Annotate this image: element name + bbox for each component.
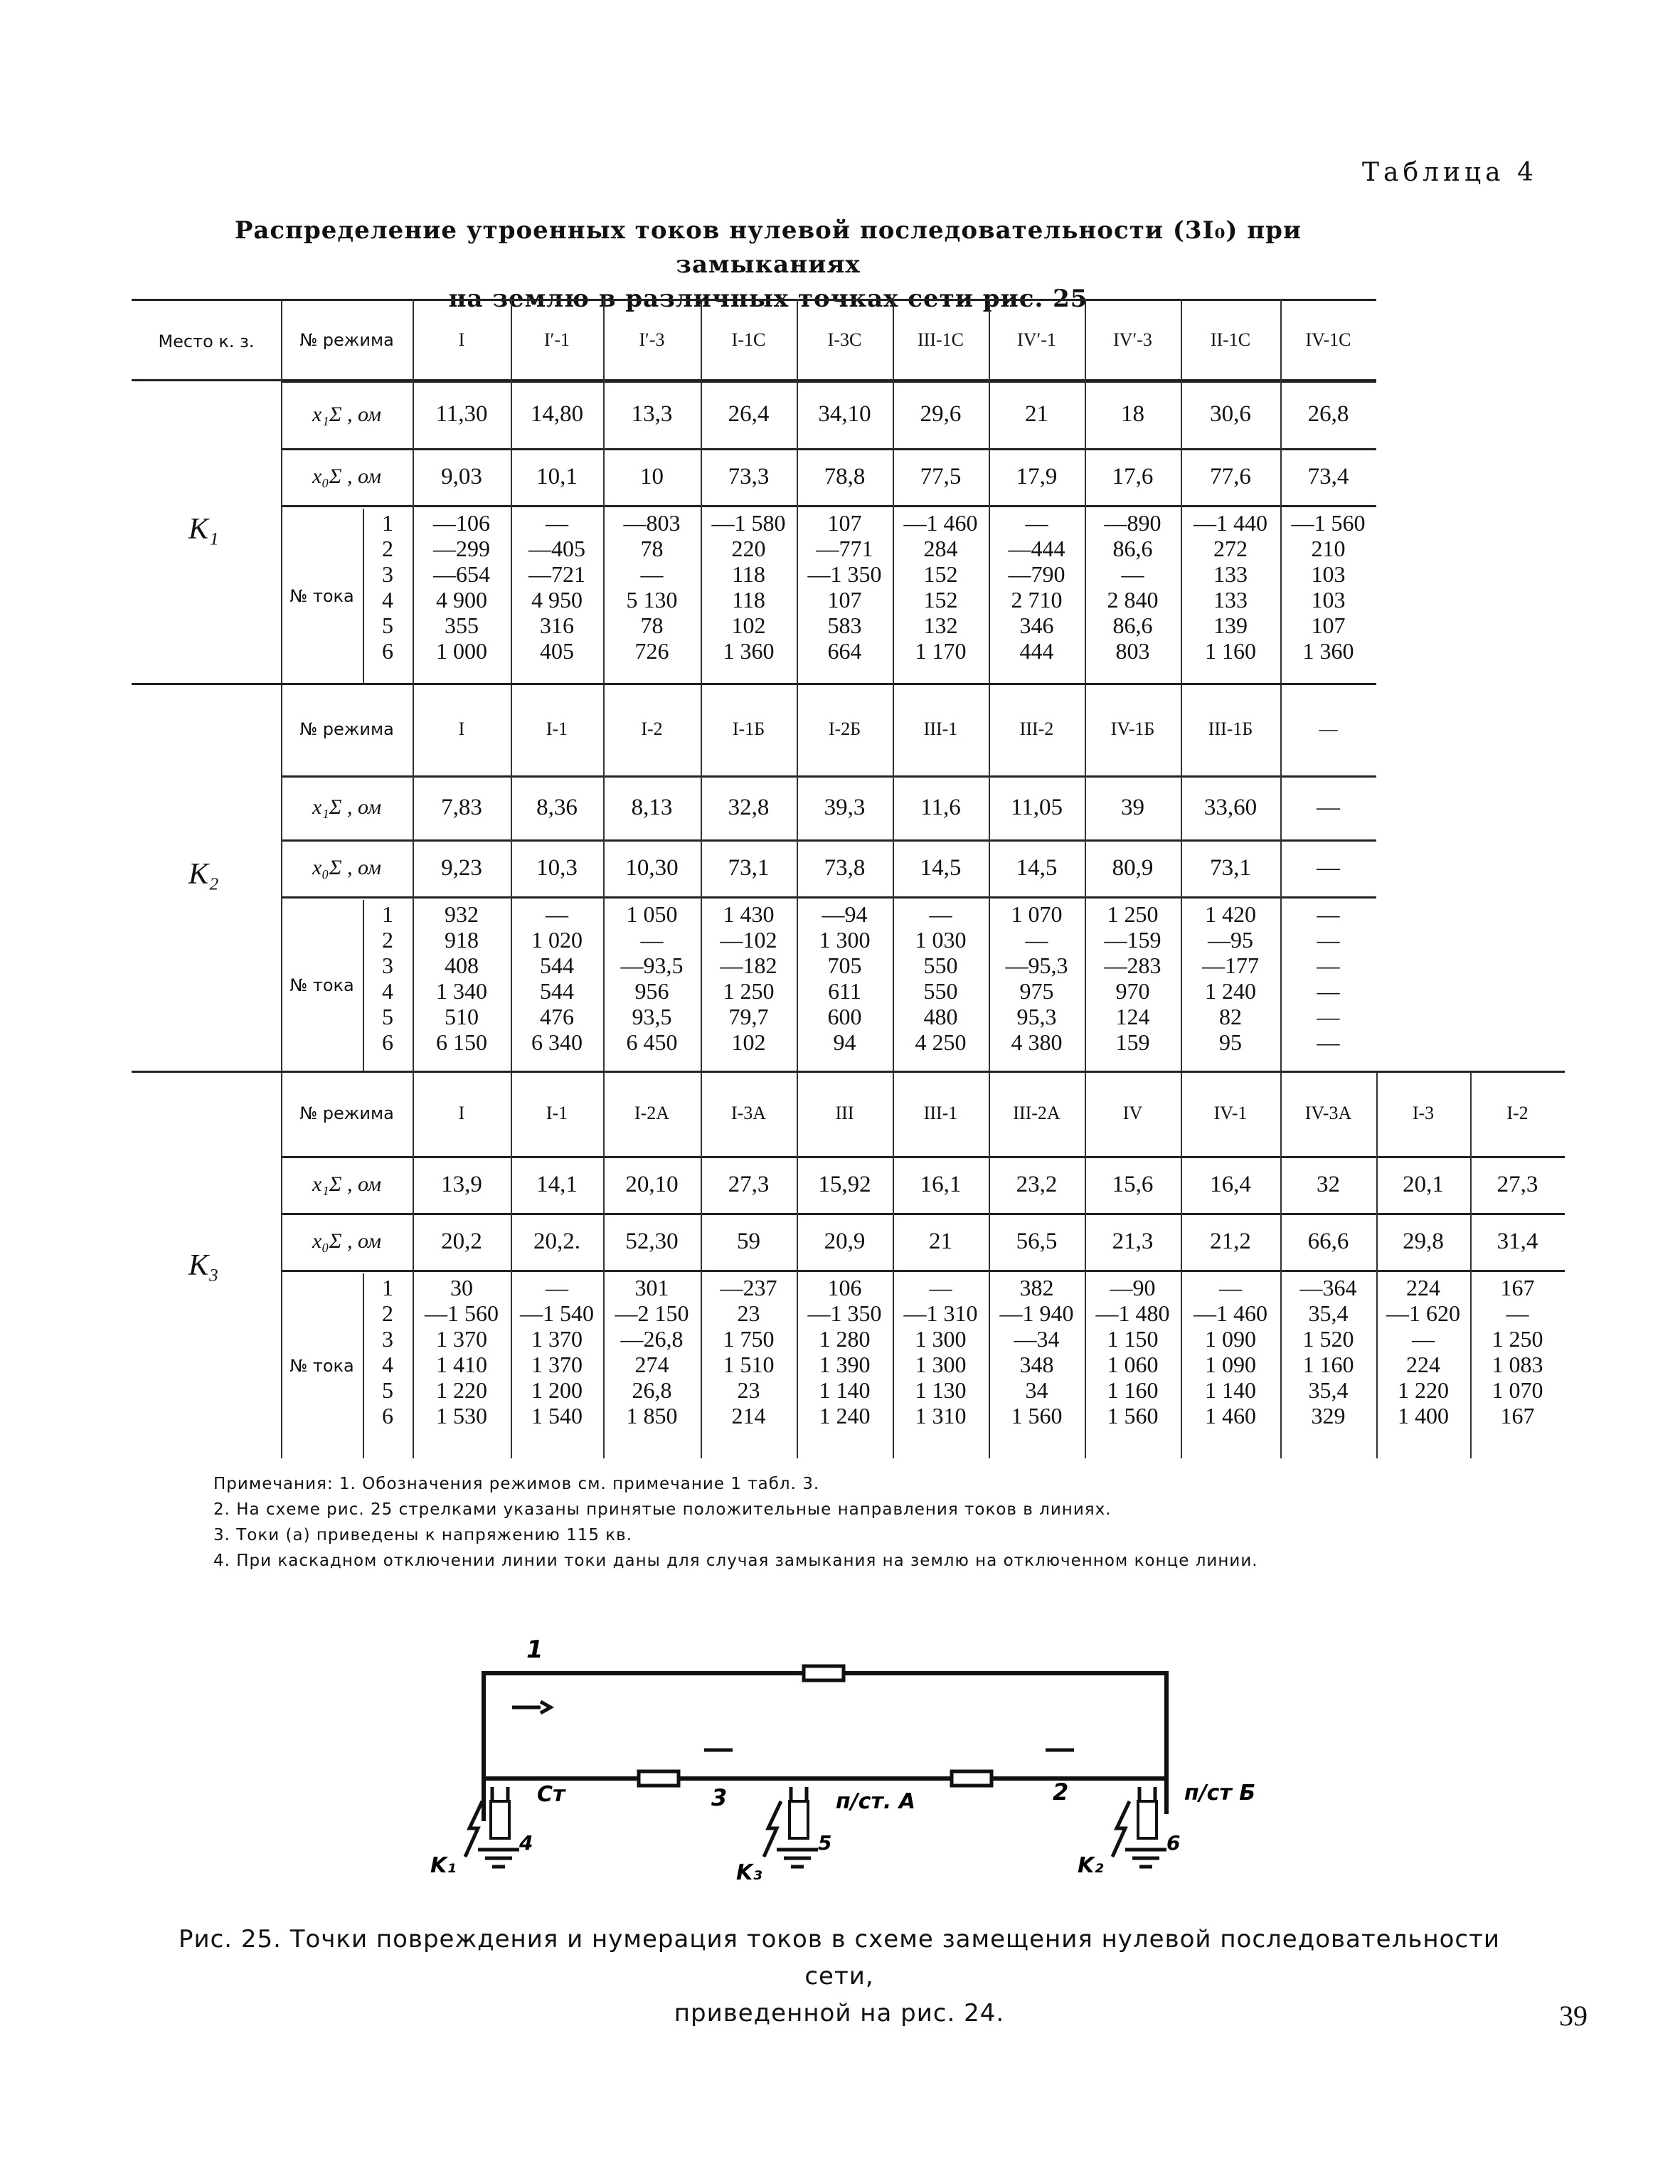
- x0-value: 29,8: [1403, 1228, 1444, 1254]
- regime-row-label: № режима: [299, 1103, 394, 1123]
- table-column-divider: [363, 1273, 364, 1458]
- x0-value: —: [1317, 854, 1340, 881]
- current-values-column: — —1 540 1 370 1 370 1 200 1 540: [520, 1275, 594, 1428]
- x1-value: 27,3: [728, 1171, 770, 1197]
- regime-cell: II-1C: [1210, 329, 1251, 350]
- figure-caption: [142, 1921, 1536, 2032]
- caption-line-2: приведенной на рис. 24.: [674, 1999, 1005, 2027]
- x1-value: 29,6: [920, 401, 962, 427]
- x1-value: 14,1: [536, 1171, 578, 1197]
- header-place: Место к. з.: [158, 332, 255, 351]
- current-values-column: —1 580 220 118 118 102 1 360: [711, 510, 786, 664]
- label-k2: K₂: [1078, 1853, 1104, 1878]
- resistor-2: [952, 1771, 991, 1786]
- top-line-resistor: [804, 1666, 844, 1680]
- note-1: Примечания: 1. Обозначения режимов см. примечание 1 табл. 3.: [213, 1475, 820, 1493]
- current-values-column: —237 23 1 750 1 510 23 214: [720, 1275, 777, 1428]
- current-values-column: —1 460 284 152 152 132 1 170: [903, 510, 978, 664]
- x0-value: 21,3: [1112, 1228, 1154, 1254]
- current-values-column: — 1 030 550 550 480 4 250: [915, 901, 967, 1055]
- current-values-column: 107 —771 —1 350 107 583 664: [807, 510, 882, 664]
- x0-value: 10,1: [536, 463, 578, 489]
- label-current-1: 1: [526, 1636, 543, 1664]
- label-k3: K₃: [736, 1860, 762, 1885]
- regime-cell: III-1: [923, 719, 958, 739]
- current-values-column: — —444 —790 2 710 346 444: [1008, 510, 1065, 664]
- regime-cell: III-1C: [918, 329, 964, 350]
- x1-value: 11,30: [435, 401, 488, 427]
- x0-value: 31,4: [1496, 1228, 1538, 1254]
- table-label: Таблица 4: [1362, 158, 1538, 187]
- x1-row-label: x₁Σ , ом: [312, 402, 382, 426]
- current-values-column: 30 —1 560 1 370 1 410 1 220 1 530: [425, 1275, 499, 1428]
- label-current-3: 3: [711, 1784, 728, 1811]
- x0-rule: [281, 896, 1376, 898]
- current-values-column: 1 050 — —93,5 956 93,5 6 450: [620, 901, 684, 1055]
- x1-value: 11,05: [1010, 794, 1063, 820]
- regime-cell: IV-3A: [1304, 1103, 1352, 1123]
- current-values-column: —1 440 272 133 133 139 1 160: [1193, 510, 1267, 664]
- label-station-st: Ст: [537, 1782, 565, 1807]
- x0-row-label: x₀Σ , ом: [312, 1229, 382, 1253]
- current-values-column: —890 86,6 — 2 840 86,6 803: [1104, 510, 1161, 664]
- x1-value: 13,3: [631, 401, 673, 427]
- x1-value: 16,4: [1210, 1171, 1251, 1197]
- table-notes: [213, 1471, 1258, 1574]
- x1-value: 20,1: [1403, 1171, 1444, 1197]
- x1-value: 23,2: [1016, 1171, 1058, 1197]
- regime-cell: III-1Б: [1208, 719, 1253, 739]
- regime-cell: III-1: [923, 1103, 958, 1123]
- section-divider: [132, 1071, 1565, 1073]
- current-values-column: — —1 460 1 090 1 090 1 140 1 460: [1193, 1275, 1267, 1428]
- regime-cell: IV-1: [1213, 1103, 1248, 1123]
- x0-row-label: x₀Σ , ом: [312, 465, 382, 488]
- section-label-3: K₃: [188, 1249, 219, 1282]
- x0-value: 77,5: [920, 463, 962, 489]
- current-values-column: —90 —1 480 1 150 1 060 1 160 1 560: [1095, 1275, 1170, 1428]
- x0-value: 10: [640, 463, 664, 489]
- x0-value: 9,03: [441, 463, 482, 489]
- x1-value: 16,1: [920, 1171, 962, 1197]
- section-label-1: K₁: [188, 513, 219, 546]
- regime-cell: I-2: [641, 719, 663, 739]
- x1-value: 18: [1121, 401, 1144, 427]
- x0-value: 56,5: [1016, 1228, 1058, 1254]
- x1-value: 20,10: [625, 1171, 679, 1197]
- x1-value: 39,3: [824, 794, 866, 820]
- x0-rule: [281, 505, 1376, 507]
- regime-cell: III-2: [1019, 719, 1054, 739]
- x0-value: 14,5: [1016, 854, 1058, 881]
- regime-cell: I: [458, 719, 465, 739]
- regime-cell: I-3: [1412, 1103, 1435, 1123]
- x0-value: 14,5: [920, 854, 962, 881]
- regime-cell: I-1Б: [732, 719, 765, 739]
- x1-value: 7,83: [441, 794, 482, 820]
- note-4: 4. При каскадном отключении линии токи даны для случая замыкания на землю на отключенном конце линии.: [213, 1552, 1258, 1570]
- regime-cell: I: [458, 329, 465, 350]
- regime-cell: I-3C: [827, 329, 862, 350]
- note-3: 3. Токи (а) приведены к напряжению 115 кв.: [213, 1526, 633, 1544]
- x1-value: 26,8: [1307, 401, 1349, 427]
- x1-row-label: x₁Σ , ом: [312, 795, 382, 819]
- regime-cell: —: [1319, 719, 1338, 739]
- current-number-column: 1 2 3 4 5 6: [382, 510, 393, 664]
- x0-value: 73,3: [728, 463, 770, 489]
- x0-value: 20,2.: [533, 1228, 580, 1254]
- label-k1: K₁: [430, 1853, 457, 1878]
- x0-value: 73,1: [728, 854, 770, 881]
- x0-value: 73,4: [1307, 463, 1349, 489]
- regime-cell: IV′-3: [1113, 329, 1152, 350]
- title-line-2: на землю в различных точках сети рис. 25: [448, 285, 1088, 313]
- current-values-column: — —1 310 1 300 1 300 1 130 1 310: [903, 1275, 978, 1428]
- x1-value: 15,6: [1112, 1171, 1154, 1197]
- x0-value: 73,8: [824, 854, 866, 881]
- regime-cell: I-2A: [634, 1103, 670, 1123]
- section-divider: [132, 683, 1376, 685]
- current-values-column: — 1 020 544 544 476 6 340: [531, 901, 583, 1055]
- regime-cell: I-1C: [731, 329, 766, 350]
- label-current-4: 4: [519, 1831, 533, 1855]
- current-row-label: № тока: [289, 585, 354, 606]
- current-values-column: — —405 —721 4 950 316 405: [528, 510, 585, 664]
- regime-cell: IV-1C: [1305, 329, 1351, 350]
- x0-value: 66,6: [1307, 1228, 1349, 1254]
- regime-cell: I: [458, 1103, 465, 1123]
- x0-value: 20,9: [824, 1228, 866, 1254]
- current-values-column: 382 —1 940 —34 348 34 1 560: [999, 1275, 1074, 1428]
- label-current-6: 6: [1166, 1831, 1181, 1855]
- x1-value: 30,6: [1210, 401, 1251, 427]
- current-values-column: —364 35,4 1 520 1 160 35,4 329: [1299, 1275, 1357, 1428]
- current-values-column: 1 420 —95 —177 1 240 82 95: [1202, 901, 1259, 1055]
- current-values-column: 932 918 408 1 340 510 6 150: [436, 901, 487, 1055]
- table-column-divider: [281, 1071, 282, 1458]
- x0-value: 80,9: [1112, 854, 1154, 881]
- table-column-divider: [363, 509, 364, 683]
- x1-value: 39: [1121, 794, 1144, 820]
- x1-value: 27,3: [1496, 1171, 1538, 1197]
- regime-row-label: № режима: [299, 329, 394, 350]
- table-column-divider: [363, 900, 364, 1071]
- regime-cell: IV-1Б: [1110, 719, 1155, 739]
- x1-value: 11,6: [920, 794, 961, 820]
- x0-value: 59: [737, 1228, 760, 1254]
- x0-value: 77,6: [1210, 463, 1251, 489]
- x0-value: 21,2: [1210, 1228, 1251, 1254]
- x1-value: 8,36: [536, 794, 578, 820]
- current-values-column: —1 560 210 103 103 107 1 360: [1291, 510, 1366, 664]
- regime-cell: I-1: [546, 719, 568, 739]
- x1-value: 26,4: [728, 401, 770, 427]
- current-values-column: 106 —1 350 1 280 1 390 1 140 1 240: [807, 1275, 882, 1428]
- regime-cell: III: [835, 1103, 854, 1123]
- x1-value: 32: [1317, 1171, 1340, 1197]
- x0-value: 10,3: [536, 854, 578, 881]
- label-substation-b: п/ст Б: [1184, 1781, 1256, 1806]
- current-values-column: 1 430 —102 —182 1 250 79,7 102: [720, 901, 777, 1055]
- regime-cell: IV′-1: [1017, 329, 1056, 350]
- x1-value: 14,80: [530, 401, 584, 427]
- x0-value: 73,1: [1210, 854, 1251, 881]
- note-2: 2. На схеме рис. 25 стрелками указаны принятые положительные направления токов в линиях.: [213, 1500, 1112, 1519]
- current-row-label: № тока: [289, 1356, 354, 1376]
- x0-value: 9,23: [441, 854, 482, 881]
- x1-value: 33,60: [1203, 794, 1258, 820]
- regime-cell: I′-1: [543, 329, 570, 350]
- arrow-1: [512, 1702, 551, 1713]
- current-values-column: 1 070 — —95,3 975 95,3 4 380: [1005, 901, 1068, 1055]
- section-label-2: K₂: [188, 858, 219, 891]
- current-values-column: 224 —1 620 — 224 1 220 1 400: [1386, 1275, 1460, 1428]
- x0-value: 17,6: [1112, 463, 1154, 489]
- x1-value: 13,9: [441, 1171, 482, 1197]
- x1-value: 34,10: [818, 401, 871, 427]
- current-values-column: 301 —2 150 —26,8 274 26,8 1 850: [615, 1275, 689, 1428]
- x0-rule: [281, 1270, 1565, 1272]
- table-column-divider: [281, 683, 282, 1071]
- regime-cell: III-2A: [1013, 1103, 1060, 1123]
- label-substation-a: п/ст. А: [836, 1789, 915, 1814]
- current-values-column: 1 250 —159 —283 970 124 159: [1104, 901, 1161, 1055]
- x1-value: 21: [1025, 401, 1048, 427]
- current-values-column: —94 1 300 705 611 600 94: [819, 901, 871, 1055]
- x1-value: —: [1317, 794, 1340, 820]
- x0-value: 17,9: [1016, 463, 1058, 489]
- x0-row-label: x₀Σ , ом: [312, 856, 382, 879]
- x0-value: 10,30: [625, 854, 679, 881]
- current-values-column: —106 —299 —654 4 900 355 1 000: [433, 510, 490, 664]
- table-column-divider: [281, 299, 282, 683]
- regime-cell: I-3A: [730, 1103, 767, 1123]
- current-number-column: 1 2 3 4 5 6: [382, 901, 393, 1055]
- regime-cell: I′-3: [639, 329, 665, 350]
- regime-cell: I-2: [1506, 1103, 1529, 1123]
- x0-value: 52,30: [625, 1228, 679, 1254]
- caption-line-1: Рис. 25. Точки повреждения и нумерация токов в схеме замещения нулевой последовательности сети,: [178, 1925, 1500, 1990]
- x1-value: 15,92: [818, 1171, 871, 1197]
- x1-value: 8,13: [631, 794, 673, 820]
- current-number-column: 1 2 3 4 5 6: [382, 1275, 393, 1428]
- resistor-3: [639, 1771, 679, 1786]
- x0-value: 78,8: [824, 463, 866, 489]
- regime-row-label: № режима: [299, 719, 394, 739]
- x1-row-label: x₁Σ , ом: [312, 1172, 382, 1196]
- regime-cell: IV: [1122, 1103, 1143, 1123]
- label-current-5: 5: [818, 1831, 832, 1855]
- label-current-2: 2: [1053, 1779, 1069, 1806]
- current-values-column: — — — — — —: [1317, 901, 1340, 1055]
- page-number: 39: [1559, 2000, 1588, 2032]
- current-row-label: № тока: [289, 975, 354, 995]
- network-diagram: [0, 1615, 1680, 1885]
- x0-value: 20,2: [441, 1228, 482, 1254]
- title-line-1: Распределение утроенных токов нулевой последовательности (3I₀) при замыканиях: [234, 216, 1302, 279]
- regime-cell: I-2Б: [828, 719, 861, 739]
- x1-value: 32,8: [728, 794, 770, 820]
- current-values-column: 167 — 1 250 1 083 1 070 167: [1492, 1275, 1543, 1428]
- current-values-column: —803 78 — 5 130 78 726: [623, 510, 681, 664]
- regime-cell: I-1: [546, 1103, 568, 1123]
- x0-value: 21: [929, 1228, 952, 1254]
